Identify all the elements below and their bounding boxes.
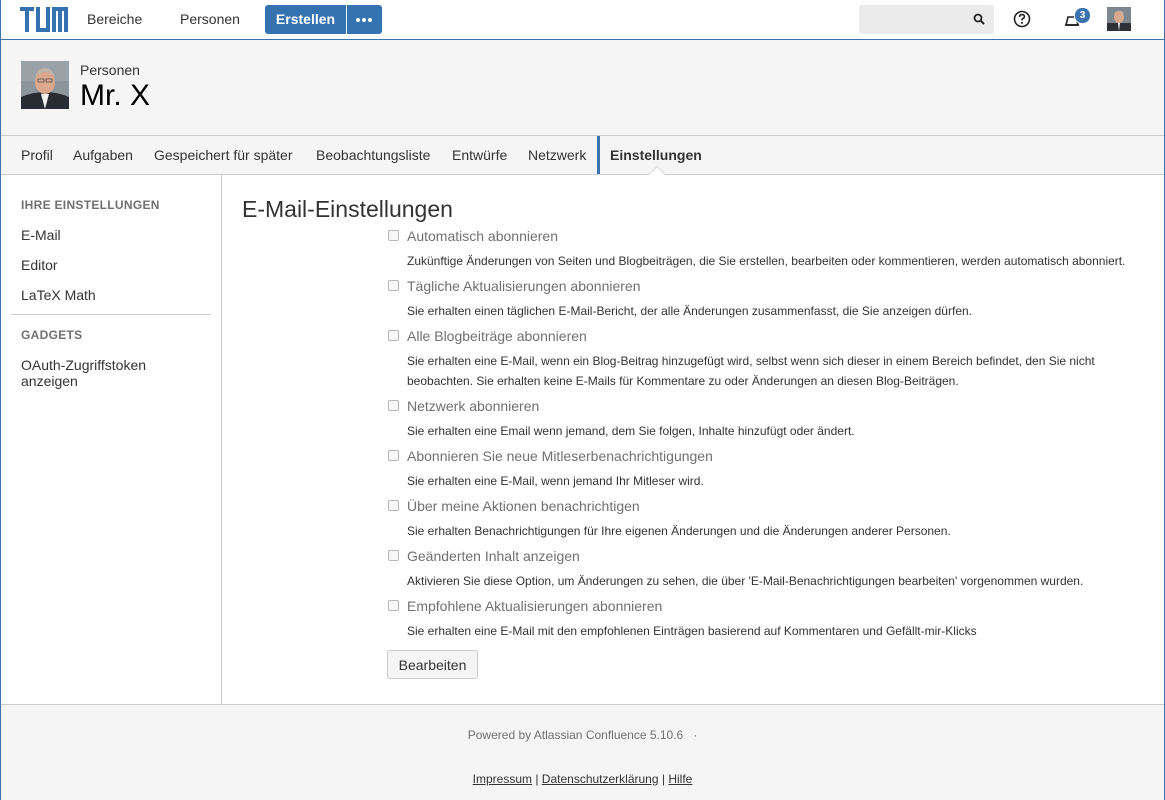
search-icon[interactable] xyxy=(973,13,985,25)
edit-button[interactable]: Bearbeiten xyxy=(387,650,478,679)
checkbox-mitleserbenachrichtigungen[interactable] xyxy=(388,450,399,461)
option-description: Sie erhalten eine E-Mail mit den empfohlenen Einträgen basierend auf Kommentaren und Gefällt-mir-Klicks xyxy=(407,624,977,638)
option-label[interactable]: Empfohlene Aktualisierungen abonnieren xyxy=(407,598,663,614)
option-description: Sie erhalten eine E-Mail, wenn ein Blog-Beitrag hinzugefügt wird, selbst wenn sich dieser in einem Bereich befindet, den Sie nicht beobachten. Sie erhalten keine E-Mails für Kommentare zu oder Änderungen an diesen Blog-Beiträgen. xyxy=(407,354,1095,388)
option-description: Aktivieren Sie diese Option, um Änderungen zu sehen, die über 'E-Mail-Benachrichtigungen bearbeiten' vorgenommen wurden. xyxy=(407,574,1084,588)
checkbox-eigene-aktionen[interactable] xyxy=(388,500,399,511)
option-description: Sie erhalten eine Email wenn jemand, dem Sie folgen, Inhalte hinzufügt oder ändert. xyxy=(407,424,855,438)
checkbox-empfohlene-aktualisierungen[interactable] xyxy=(388,600,399,611)
footer-link-hilfe[interactable]: Hilfe xyxy=(668,772,693,786)
active-tab-indicator xyxy=(597,136,600,174)
nav-bereiche[interactable]: Bereiche xyxy=(87,11,143,27)
footer-link-impressum[interactable]: Impressum xyxy=(472,772,532,786)
sidebar-item-editor[interactable]: Editor xyxy=(21,257,58,273)
option-label[interactable]: Netzwerk abonnieren xyxy=(407,398,540,414)
checkbox-taegliche-aktualisierungen[interactable] xyxy=(388,280,399,291)
tab-entwuerfe[interactable]: Entwürfe xyxy=(452,147,508,163)
footer xyxy=(0,704,1165,800)
section-title: E-Mail-Einstellungen xyxy=(242,196,453,222)
nav-personen[interactable]: Personen xyxy=(180,11,240,27)
option-label[interactable]: Abonnieren Sie neue Mitleserbenachrichtigungen xyxy=(407,448,713,464)
profile-avatar xyxy=(21,61,69,109)
sidebar-heading-settings: IHRE EINSTELLUNGEN xyxy=(21,198,160,212)
active-tab-caret xyxy=(649,167,665,175)
option-description: Sie erhalten eine E-Mail, wenn jemand Ihr Mitleser wird. xyxy=(407,474,704,488)
breadcrumb[interactable]: Personen xyxy=(80,62,140,78)
tum-logo[interactable] xyxy=(20,7,68,32)
tab-profil[interactable]: Profil xyxy=(21,147,53,163)
sidebar-item-email[interactable]: E-Mail xyxy=(21,227,61,243)
option-description: Sie erhalten Benachrichtigungen für Ihre eigenen Änderungen und die Änderungen anderer Personen. xyxy=(407,524,951,538)
sidebar-divider xyxy=(11,314,211,315)
footer-link-separator: | xyxy=(661,772,665,786)
sidebar-heading-gadgets: GADGETS xyxy=(21,328,83,342)
notification-count-badge: 3 xyxy=(1074,7,1091,24)
footer-links xyxy=(0,772,1165,786)
checkbox-netzwerk-abonnieren[interactable] xyxy=(388,400,399,411)
option-label[interactable]: Geänderten Inhalt anzeigen xyxy=(407,548,580,564)
option-description: Sie erhalten einen täglichen E-Mail-Bericht, der alle Änderungen zusammenfasst, die Sie anzeigen dürfen. xyxy=(407,304,972,318)
option-label[interactable]: Tägliche Aktualisierungen abonnieren xyxy=(407,278,641,294)
create-more-button[interactable] xyxy=(347,5,382,34)
option-description: Zukünftige Änderungen von Seiten und Blogbeiträgen, die Sie erstellen, bearbeiten oder kommentieren, werden automatisch abonniert. xyxy=(407,254,1126,268)
tab-gespeichert[interactable]: Gespeichert für später xyxy=(154,147,293,163)
tab-netzwerk[interactable]: Netzwerk xyxy=(528,147,587,163)
option-label[interactable]: Über meine Aktionen benachrichtigen xyxy=(407,498,640,514)
footer-dot: · xyxy=(693,728,698,742)
checkbox-geaenderten-inhalt[interactable] xyxy=(388,550,399,561)
profile-header xyxy=(0,40,1165,136)
sidebar-item-latex-math[interactable]: LaTeX Math xyxy=(21,287,96,303)
top-navigation-bar xyxy=(0,0,1165,40)
option-label[interactable]: Automatisch abonnieren xyxy=(407,228,558,244)
powered-by-text[interactable]: Powered by Atlassian Confluence 5.10.6 xyxy=(467,728,684,742)
footer-link-separator: | xyxy=(535,772,539,786)
powered-by xyxy=(0,728,1165,742)
user-avatar[interactable] xyxy=(1107,7,1131,31)
tab-aufgaben[interactable]: Aufgaben xyxy=(73,147,133,163)
sidebar-item-oauth-tokens[interactable]: OAuth-Zugriffstoken anzeigen xyxy=(21,357,147,389)
create-button[interactable]: Erstellen xyxy=(265,5,346,34)
checkbox-automatisch-abonnieren[interactable] xyxy=(388,230,399,241)
tab-einstellungen[interactable]: Einstellungen xyxy=(610,147,702,163)
page-title: Mr. X xyxy=(80,79,151,112)
option-label[interactable]: Alle Blogbeiträge abonnieren xyxy=(407,328,587,344)
settings-sidebar xyxy=(0,175,222,704)
footer-link-datenschutz[interactable]: Datenschutzerklärung xyxy=(541,772,659,786)
profile-tabs xyxy=(0,136,1165,175)
help-icon[interactable] xyxy=(1013,10,1031,28)
more-dots-icon xyxy=(356,18,360,22)
checkbox-alle-blogbeitraege[interactable] xyxy=(388,330,399,341)
tab-beobachtungsliste[interactable]: Beobachtungsliste xyxy=(316,147,431,163)
